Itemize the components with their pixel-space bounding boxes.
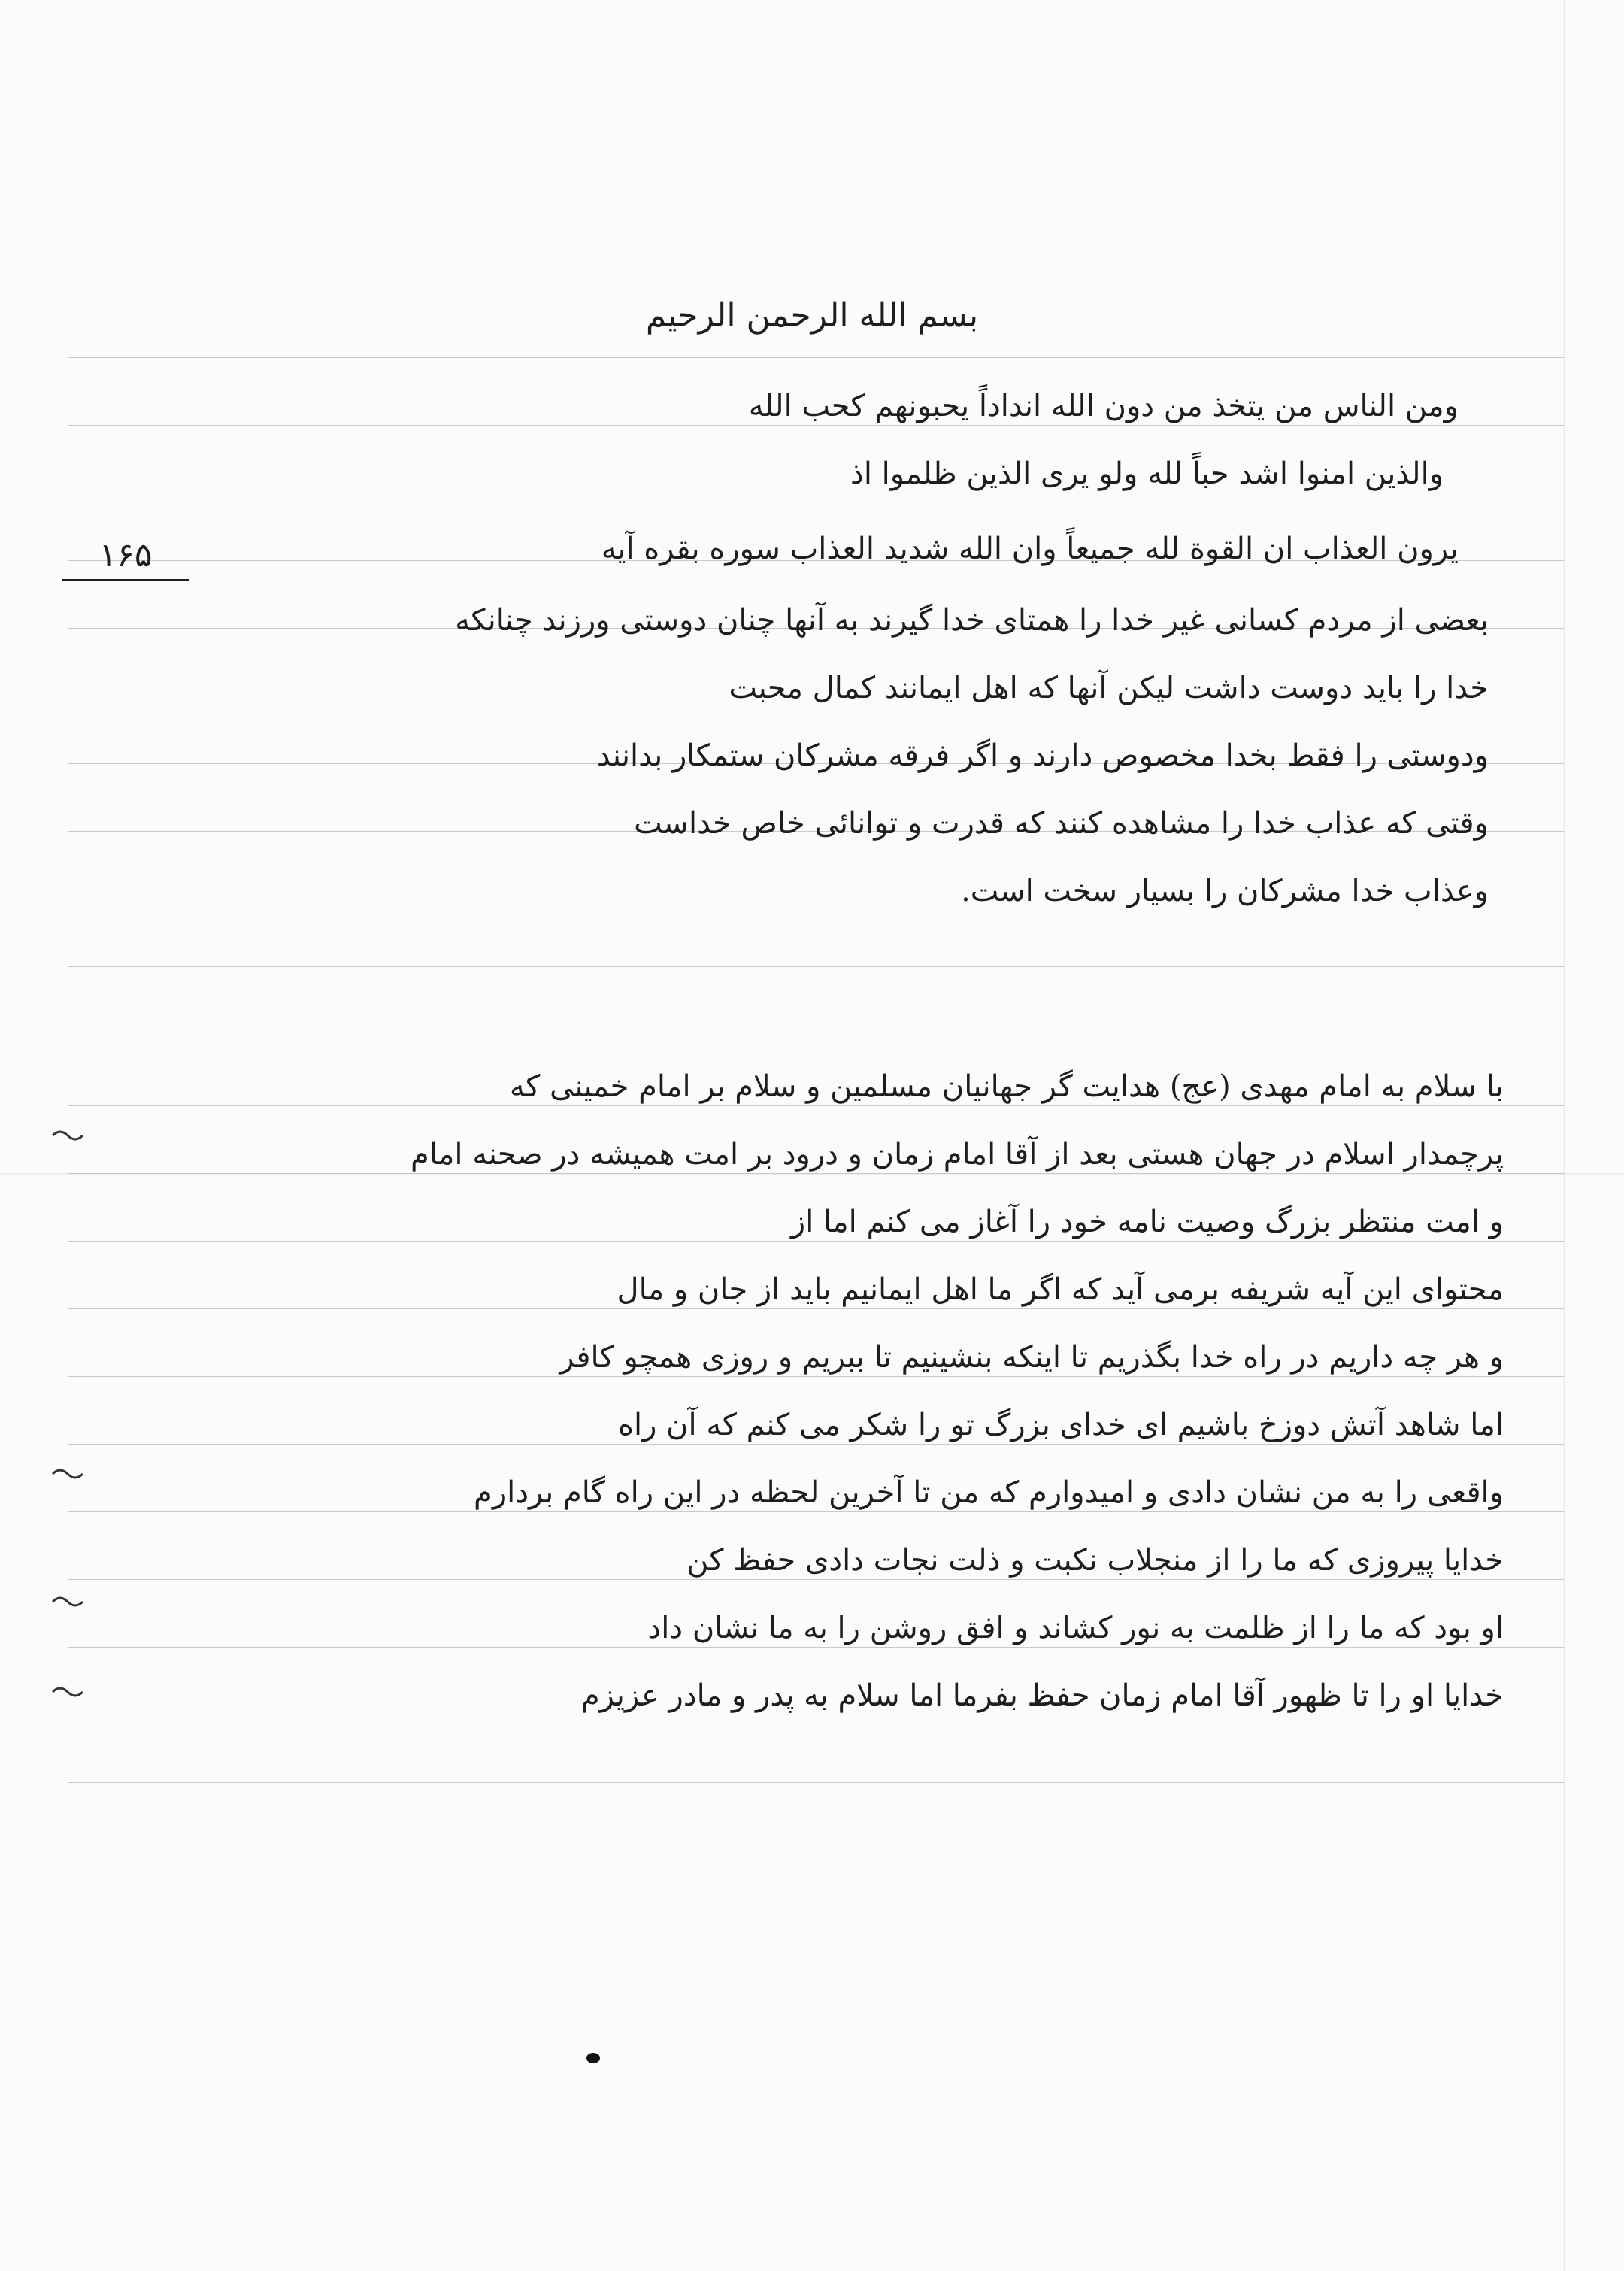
ruled-line	[68, 1782, 1564, 1783]
ink-dot	[586, 2053, 600, 2063]
verse-reference: ۱۶۵	[62, 532, 189, 581]
text-line: یرون العذاب ان القوة لله جمیعاً وان الله شدید العذاب سوره بقره آیه	[601, 532, 1459, 566]
text-line: خدایا پیروزی که ما را از منجلاب نکبت و ذلت نجات دادی حفظ کن	[686, 1543, 1504, 1578]
text-line: محتوای این آیه شریفه برمی آید که اگر ما اهل ایمانیم باید از جان و مال	[617, 1272, 1504, 1307]
text-line: و امت منتظر بزرگ وصیت نامه خود را آغاز می کنم اما از	[790, 1205, 1504, 1239]
ruled-line	[68, 357, 1564, 358]
text-line: والذین امنوا اشد حباً لله ولو یری الذین ظلموا اذ	[850, 456, 1444, 491]
text-line: وعذاب خدا مشرکان را بسیار سخت است.	[961, 874, 1489, 908]
text-line: اما شاهد آتش دوزخ باشیم ای خدای بزرگ تو را شکر می کنم که آن راه	[618, 1408, 1504, 1442]
paper-fold-vertical	[1564, 0, 1565, 2271]
letter-heading: بسم الله الرحمن الرحیم	[645, 296, 979, 335]
text-line: پرچمدار اسلام در جهان هستی بعد از آقا امام زمان و درود بر امت همیشه در صحنه امام	[411, 1137, 1504, 1172]
text-line: ودوستی را فقط بخدا مخصوص دارند و اگر فرقه مشرکان ستمکار بدانند	[596, 738, 1489, 773]
ruled-line	[68, 966, 1564, 967]
text-line: با سلام به امام مهدی (عج) هدایت گر جهانیان مسلمین و سلام بر امام خمینی که	[509, 1069, 1504, 1104]
text-line: واقعی را به من نشان دادی و امیدوارم که من تا آخرین لحظه در این راه گام بردارم	[474, 1475, 1504, 1510]
text-line: وقتی که عذاب خدا را مشاهده کنند که قدرت و توانائی خاص خداست	[634, 806, 1489, 841]
text-line: او بود که ما را از ظلمت به نور کشاند و افق روشن را به ما نشان داد	[647, 1611, 1504, 1645]
text-line: بعضی از مردم کسانی غیر خدا را همتای خدا گیرند به آنها چنان دوستی ورزند چنانکه	[455, 603, 1489, 638]
text-line: و هر چه داریم در راه خدا بگذریم تا اینکه بنشینیم تا ببریم و روزی همچو کافر	[559, 1340, 1504, 1375]
text-line: خدا را باید دوست داشت لیکن آنها که اهل ایمانند کمال محبت	[729, 671, 1489, 705]
text-line: خدایا او را تا ظهور آقا امام زمان حفظ بفرما اما سلام به پدر و مادر عزیزم	[580, 1678, 1504, 1713]
text-line: ومن الناس من یتخذ من دون الله انداداً یحبونهم کحب الله	[748, 389, 1459, 423]
margin-ink-marks	[45, 1120, 90, 1722]
